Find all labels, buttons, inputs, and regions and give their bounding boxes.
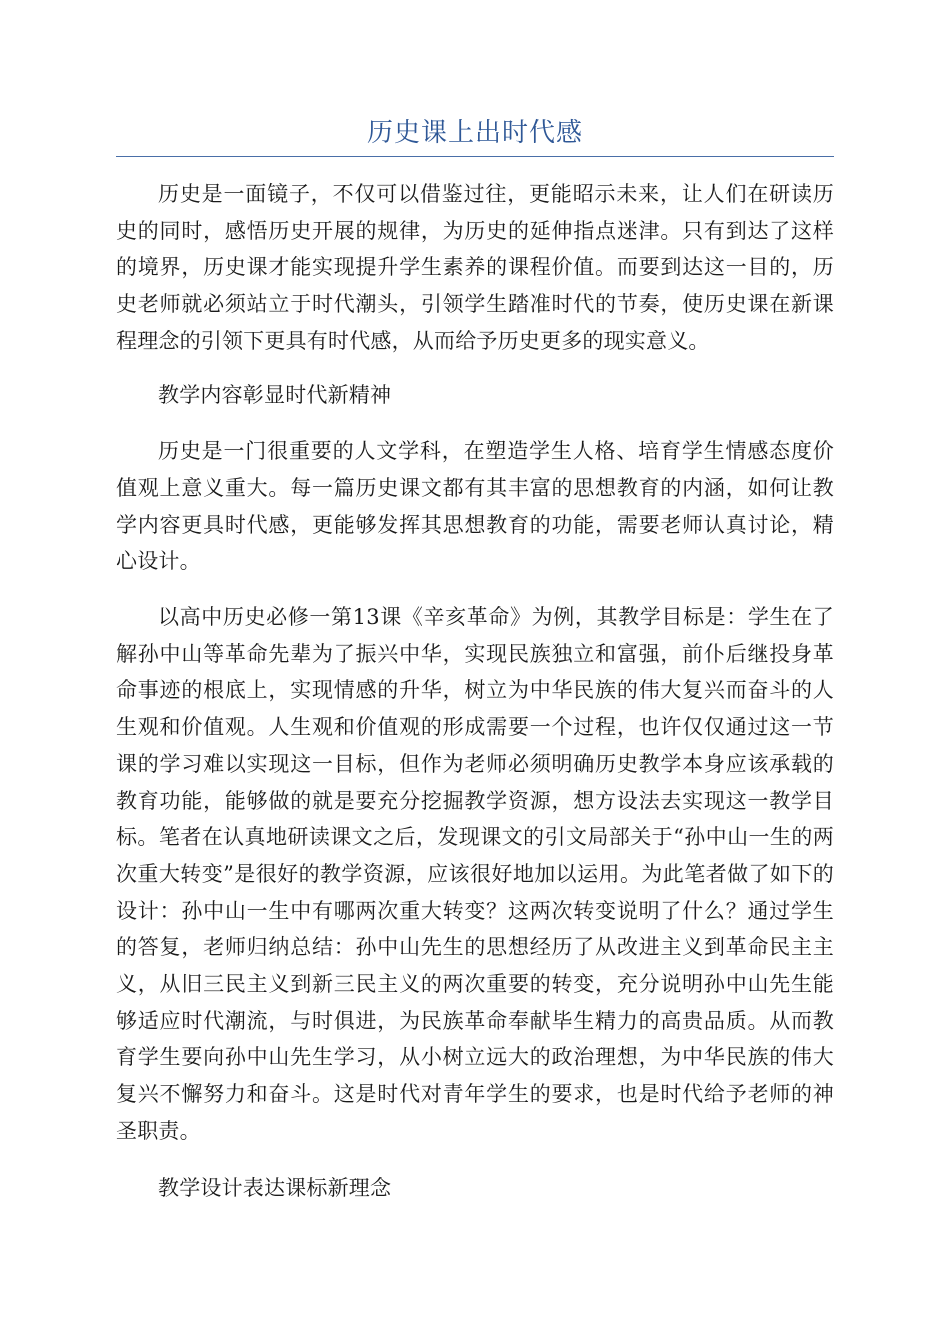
document-page [116,0,834,1206]
title-underline [116,156,834,157]
paragraph-example: 以高中历史必修一第13课《辛亥革命》为例，其教学目标是：学生在了解孙中山等革命先辈为了振兴中华，实现民族独立和富强，前仆后继投身革命事迹的根底上，实现情感的升华，树立为中华民族的伟大复兴而奋斗的人生观和价值观。人生观和价值观的形成需要一个过程，也许仅仅通过这一节课的学习难以实现这一目标，但作为老师必须明确历史教学本身应该承载的教育功能，能够做的就是要充分挖掘教学资源，想方设法去实现这一教学目标。笔者在认真地研读课文之后，发现课文的引文局部关于“孙中山一生的两次重大转变”是很好的教学资源，应该很好地加以运用。为此笔者做了如下的设计：孙中山一生中有哪两次重大转变？这两次转变说明了什么？通过学生的答复，老师归纳总结：孙中山先生的思想经历了从改进主义到革命民主主义，从旧三民主义到新三民主义的两次重要的转变，充分说明孙中山先生能够适应时代潮流，与时俱进，为民族革命奉献毕生精力的高贵品质。从而教育学生要向孙中山先生学习，从小树立远大的政治理想，为中华民族的伟大复兴不懈努力和奋斗。这是时代对青年学生的要求，也是时代给予老师的神圣职责。 [116,605,834,1143]
paragraph-humanities: 历史是一门很重要的人文学科，在塑造学生人格、培育学生情感态度价值观上意义重大。每一篇历史课文都有其丰富的思想教育的内涵，如何让教学内容更具时代感，更能够发挥其思想教育的功能，需要老师认真讨论，精心设计。 [116,439,834,574]
document-title: 历史课上出时代感 [366,118,583,148]
section-heading-design: 教学设计表达课标新理念 [158,1175,392,1200]
section-heading-content: 教学内容彰显时代新精神 [158,382,392,407]
paragraph-intro: 历史是一面镜子，不仅可以借鉴过往，更能昭示未来，让人们在研读历史的同时，感悟历史开展的规律，为历史的延伸指点迷津。只有到达了这样的境界，历史课才能实现提升学生素养的课程价值。而要到达这一目的，历史老师就必须站立于时代潮头，引领学生踏准时代的节奏，使历史课在新课程理念的引领下更具有时代感，从而给予历史更多的现实意义。 [116,182,834,353]
